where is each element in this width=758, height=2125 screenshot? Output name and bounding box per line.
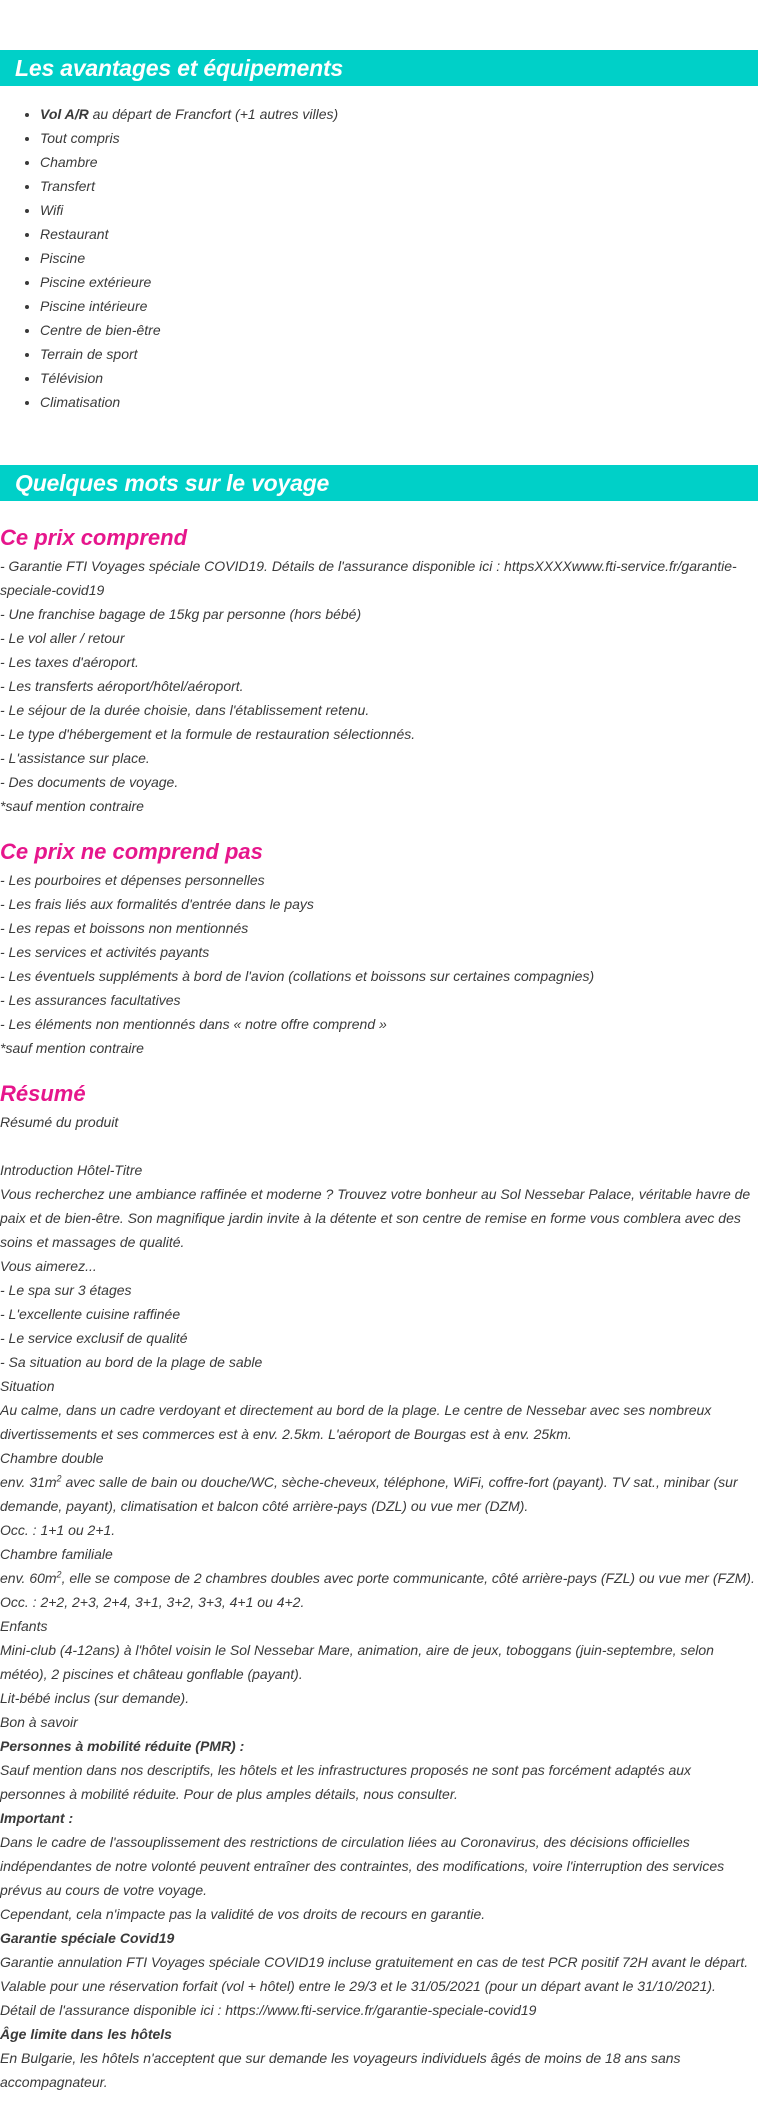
ne-comprend-line: - Les repas et boissons non mentionnés — [0, 920, 249, 936]
familiale-occupancy: Occ. : 2+2, 2+3, 2+4, 3+1, 3+2, 3+3, 4+1 ou 4+2. — [0, 1594, 305, 1610]
spacer — [0, 1134, 758, 1158]
list-item: • Centre de bien-être — [40, 318, 338, 342]
familiale-text — [0, 1566, 758, 1590]
garantie-title: Garantie spéciale Covid19 — [0, 1930, 175, 1946]
garantie-text: Garantie annulation FTI Voyages spéciale COVID19 incluse gratuitement en cas de test PCR positif 72H avant le départ. — [0, 1954, 749, 1970]
comprend-line: - Les transferts aéroport/hôtel/aéroport. — [0, 678, 244, 694]
resume-section — [0, 1078, 758, 2094]
aimerez-title: Vous aimerez... — [0, 1258, 97, 1274]
aimerez-item: - L'excellente cuisine raffinée — [0, 1306, 181, 1322]
double-occupancy: Occ. : 1+1 ou 2+1. — [0, 1522, 116, 1538]
comprend-line: - L'assistance sur place. — [0, 750, 150, 766]
aimerez-item: - Le spa sur 3 étages — [0, 1282, 132, 1298]
pmr-title: Personnes à mobilité réduite (PMR) : — [0, 1738, 245, 1754]
list-item: • Climatisation — [40, 390, 338, 414]
pmr-text: Sauf mention dans nos descriptifs, les hôtels et les infrastructures proposés ne sont pas forcément adaptés aux personnes à mobilité réduite. Pour de plus amples détails, nous consulter. — [0, 1762, 692, 1802]
voyage-heading: Quelques mots sur le voyage — [0, 465, 758, 501]
comprend-line: - Le vol aller / retour — [0, 630, 125, 646]
age-text: En Bulgarie, les hôtels n'acceptent que sur demande les voyageurs individuels âgés de moins de 18 ans sans accompagnateur. — [0, 2050, 681, 2090]
list-item — [40, 102, 338, 126]
ne-comprend-line: - Les frais liés aux formalités d'entrée dans le pays — [0, 896, 314, 912]
double-title: Chambre double — [0, 1450, 104, 1466]
list-item: • Piscine extérieure — [40, 270, 338, 294]
list-item: • Restaurant — [40, 222, 338, 246]
enfants-title: Enfants — [0, 1618, 48, 1634]
double-text — [0, 1470, 758, 1518]
list-item: • Piscine — [40, 246, 338, 270]
list-item: • Transfert — [40, 174, 338, 198]
comprend-section — [0, 522, 758, 818]
ne-comprend-note: *sauf mention contraire — [0, 1040, 144, 1056]
familiale-area-unit: 2 — [56, 1569, 62, 1580]
comprend-line: - Une franchise bagage de 15kg par personne (hors bébé) — [0, 606, 362, 622]
ne-comprend-line: - Les pourboires et dépenses personnelles — [0, 872, 265, 888]
important-title: Important : — [0, 1810, 74, 1826]
situation-text: Au calme, dans un cadre verdoyant et directement au bord de la plage. Le centre de Nessebar avec ses nombreux divertissements et ses commerces est à env. 2.5km. L'aéroport de Bourgas est à env. 25km. — [0, 1402, 712, 1442]
comprend-line: - Le séjour de la durée choisie, dans l'établissement retenu. — [0, 702, 370, 718]
double-area: env. 31m — [0, 1474, 57, 1490]
list-item: • Terrain de sport — [40, 342, 338, 366]
comprend-line: - Le type d'hébergement et la formule de restauration sélectionnés. — [0, 726, 416, 742]
aimerez-item: - Le service exclusif de qualité — [0, 1330, 188, 1346]
cependant-text: Cependant, cela n'impacte pas la validité de vos droits de recours en garantie. — [0, 1906, 486, 1922]
valable-text: Valable pour une réservation forfait (vol + hôtel) entre le 29/3 et le 31/05/2021 (pour un départ avant le 31/10/2021). — [0, 1978, 716, 1994]
ne-comprend-line: - Les services et activités payants — [0, 944, 210, 960]
important-text: Dans le cadre de l'assouplissement des restrictions de circulation liées au Coronavirus, des décisions officielles indépendantes de notre volonté peuvent entraîner des contraintes, des modifications, voire l'interruption des services prévus au cours de votre voyage. — [0, 1834, 725, 1898]
resume-subtitle: Résumé du produit — [0, 1114, 119, 1130]
bon-savoir-title: Bon à savoir — [0, 1714, 78, 1730]
ne-comprend-line: - Les éléments non mentionnés dans « notre offre comprend » — [0, 1016, 387, 1032]
detail-text: Détail de l'assurance disponible ici : https://www.fti-service.fr/garantie-speciale-covid19 — [0, 2002, 537, 2018]
intro-text: Vous recherchez une ambiance raffinée et moderne ? Trouvez votre bonheur au Sol Nessebar Palace, véritable havre de paix et de bien-être. Son magnifique jardin invite à la détente et son centre de remise en forme vous comblera avec des soins et massages de qualité. — [0, 1186, 751, 1250]
comprend-line: - Des documents de voyage. — [0, 774, 179, 790]
intro-title: Introduction Hôtel-Titre — [0, 1162, 143, 1178]
comprend-note: *sauf mention contraire — [0, 798, 144, 814]
comprend-title: Ce prix comprend — [0, 525, 188, 550]
situation-title: Situation — [0, 1378, 55, 1394]
age-title: Âge limite dans les hôtels — [0, 2026, 172, 2042]
comprend-line: - Garantie FTI Voyages spéciale COVID19. Détails de l'assurance disponible ici : httpsXXXXwww.fti-service.fr/garantie-speciale-covid19 — [0, 558, 737, 598]
flight-detail: au départ de Francfort (+1 autres villes) — [88, 106, 339, 122]
aimerez-item: - Sa situation au bord de la plage de sable — [0, 1354, 263, 1370]
list-item: • Wifi — [40, 198, 338, 222]
comprend-line: - Les taxes d'aéroport. — [0, 654, 139, 670]
list-item: • Tout compris — [40, 126, 338, 150]
ne-comprend-section — [0, 836, 758, 1060]
amenities-list — [0, 102, 338, 414]
equipements-heading: Les avantages et équipements — [0, 50, 758, 86]
ne-comprend-line: - Les éventuels suppléments à bord de l'avion (collations et boissons sur certaines compagnies) — [0, 968, 595, 984]
lit-bebe: Lit-bébé inclus (sur demande). — [0, 1690, 190, 1706]
familiale-desc: , elle se compose de 2 chambres doubles avec porte communicante, côté arrière-pays (FZL) ou vue mer (FZM). — [61, 1570, 755, 1586]
resume-title: Résumé — [0, 1081, 86, 1106]
enfants-text: Mini-club (4-12ans) à l'hôtel voisin le Sol Nessebar Mare, animation, aire de jeux, toboggans (juin-septembre, selon météo), 2 piscines et château gonflable (payant). — [0, 1642, 714, 1682]
list-item: • Télévision — [40, 366, 338, 390]
familiale-title: Chambre familiale — [0, 1546, 113, 1562]
list-item: • Chambre — [40, 150, 338, 174]
voyage-content — [0, 522, 758, 2094]
ne-comprend-title: Ce prix ne comprend pas — [0, 839, 263, 864]
ne-comprend-line: - Les assurances facultatives — [0, 992, 181, 1008]
flight-label: Vol A/R — [40, 106, 89, 122]
double-area-unit: 2 — [56, 1473, 62, 1484]
double-desc: avec salle de bain ou douche/WC, sèche-cheveux, téléphone, WiFi, coffre-fort (payant). TV sat., minibar (sur demande, payant), climatisation et balcon côté arrière-pays (DZL) ou vue mer (DZM). — [0, 1474, 738, 1514]
list-item: • Piscine intérieure — [40, 294, 338, 318]
familiale-area: env. 60m — [0, 1570, 57, 1586]
